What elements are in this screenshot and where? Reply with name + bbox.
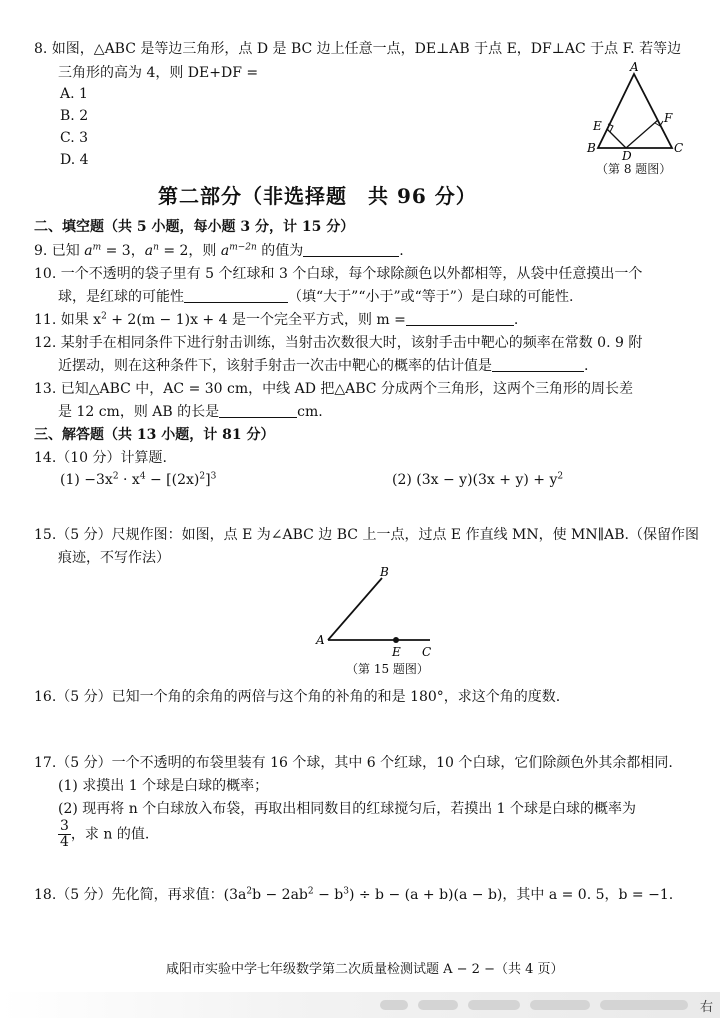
q9-var3: a — [220, 243, 230, 259]
answer-heading: 三、解答题（共 13 小题，计 81 分） — [34, 427, 275, 443]
q14-part2 — [392, 472, 563, 488]
q11-mid: + 2(m − 1)x + 4 是一个完全平方式，则 m = — [106, 312, 406, 328]
q14p1-b: · x — [118, 472, 140, 488]
q14p1-d: ] — [205, 472, 211, 488]
q14p1-e1: 2 — [112, 471, 119, 482]
q12-end: . — [584, 358, 589, 374]
q18 — [34, 884, 673, 904]
q8-option-d: D. 4 — [60, 152, 89, 168]
q8-option-b: B. 2 — [60, 108, 89, 124]
q9-post: 的值为 — [256, 243, 304, 259]
q8-line1: 8. 如图，△ABC 是等边三角形，点 D 是 BC 边上任意一点，DE⊥AB 于点 E，DF⊥AC 于点 F. 若等边 — [34, 41, 682, 57]
q12-pre: 近摆动，则在这种条件下，该射手射击一次击中靶心的概率的估计值是 — [58, 358, 492, 374]
q9-mid1: = 3， — [101, 243, 145, 259]
q18-post: ) ÷ b − (a + b)(a − b)，其中 a = 0. 5，b = −1. — [348, 887, 674, 903]
q11 — [34, 309, 518, 329]
q13-pre: 是 12 cm，则 AB 的长是 — [58, 404, 220, 420]
q9-var: a — [84, 243, 93, 259]
overlay-placeholder-1 — [380, 1000, 408, 1010]
q9-exp-m: m — [92, 242, 102, 253]
q9-end: . — [399, 243, 404, 259]
q12-line2 — [58, 355, 588, 375]
q13-line1: 13. 已知△ABC 中，AC = 30 cm，中线 AD 把△ABC 分成两个三角形，这两个三角形的周长差 — [34, 381, 633, 397]
page-footer: 咸阳市实验中学七年级数学第二次质量检测试题 A − 2 −（共 4 页） — [166, 962, 564, 977]
q17-frac-num: 3 — [60, 818, 69, 834]
q9-var2: a — [144, 243, 154, 259]
label-e: E — [593, 119, 602, 133]
q15-line2: 痕迹，不写作法） — [58, 550, 170, 566]
q18-e3: 3 — [343, 886, 349, 897]
label-b15: B — [380, 565, 389, 579]
overlay-placeholder-4 — [530, 1000, 590, 1010]
label-a: A — [630, 60, 639, 74]
ray-ab — [328, 578, 382, 640]
q10-line2 — [58, 286, 573, 306]
q14p1-c: − [(2x) — [145, 472, 200, 488]
q13-end: cm. — [297, 404, 323, 420]
q14-title: 14.（10 分）计算题. — [34, 450, 167, 466]
q8-option-c: C. 3 — [60, 130, 89, 146]
q8-line2: 三角形的高为 4，则 DE+DF = — [58, 65, 259, 81]
q13-line2 — [58, 401, 323, 421]
q8-figure-caption: （第 8 题图） — [596, 162, 672, 176]
q17-line3: (2) 现再将 n 个白球放入布袋，再取出相同数目的红球搅匀后，若摸出 1 个球是白球的概率为 — [58, 801, 637, 817]
q17-fraction — [58, 819, 71, 850]
q10-line1: 10. 一个不透明的袋子里有 5 个红球和 3 个白球，每个球除颜色以外都相等，从袋中任意摸出一个 — [34, 266, 643, 282]
q15-figure-caption: （第 15 题图） — [346, 662, 429, 676]
q14-part1 — [60, 472, 216, 488]
point-e — [393, 637, 399, 643]
q9-exp-n: n — [153, 242, 159, 253]
q14p1-e4: 3 — [210, 471, 217, 482]
q18-mid2: − b — [313, 887, 344, 903]
q14p1-e3: 2 — [199, 471, 206, 482]
q15-line1: 15.（5 分）尺规作图：如图，点 E 为∠ABC 边 BC 上一点，过点 E 作直线 MN，使 MN∥AB.（保留作图 — [34, 527, 699, 543]
q10-pre: 球，是红球的可能性 — [58, 289, 184, 305]
q15-angle-figure — [310, 564, 440, 660]
corner-text: 右 — [700, 1000, 714, 1015]
overlay-placeholder-3 — [468, 1000, 520, 1010]
label-c: C — [674, 141, 684, 155]
q13-answer-blank[interactable] — [219, 403, 297, 418]
q9-pre: 9. 已知 — [34, 243, 85, 259]
q16: 16.（5 分）已知一个角的余角的两倍与这个角的补角的和是 180°，求这个角的度数. — [34, 689, 561, 705]
q18-pre: 18.（5 分）先化简，再求值：(3a — [34, 887, 247, 903]
q17-line1: 17.（5 分）一个不透明的布袋里装有 16 个球，其中 6 个红球，10 个白球，它们除颜色外其余都相同. — [34, 755, 673, 771]
q17-line2: (1) 求摸出 1 个球是白球的概率； — [58, 778, 269, 794]
q9-mid2: = 2，则 — [158, 243, 221, 259]
label-a15: A — [316, 633, 325, 647]
q17-line4-post: ，求 n 的值. — [70, 826, 150, 843]
label-d: D — [622, 149, 632, 163]
overlay-placeholder-5 — [600, 1000, 688, 1010]
q9-answer-blank[interactable] — [303, 242, 399, 257]
q10-answer-blank[interactable] — [184, 288, 288, 303]
q10-post: （填“大于”“小于”或“等于”）是白球的可能性. — [288, 289, 574, 305]
q14p2-a: (2) (3x − y)(3x + y) + y — [392, 472, 558, 488]
q14p1-e2: 4 — [139, 471, 146, 482]
fill-heading: 二、填空题（共 5 小题，每小题 3 分，计 15 分） — [34, 219, 355, 235]
q9-exp-combined: m−2n — [229, 242, 257, 253]
part2-title: 第二部分（非选择题 共 96 分） — [158, 184, 477, 208]
q18-mid1: b − 2ab — [252, 887, 308, 903]
label-b: B — [587, 141, 596, 155]
q14p1-a: (1) −3x — [60, 472, 113, 488]
q11-exp: 2 — [101, 311, 107, 322]
label-c15: C — [422, 645, 432, 659]
q18-e2: 2 — [307, 886, 314, 897]
q14p2-e1: 2 — [557, 471, 564, 482]
q9 — [34, 240, 404, 260]
q17-frac-den: 4 — [60, 834, 69, 850]
segment-df — [626, 120, 658, 148]
q17-line4 — [58, 819, 149, 850]
label-e15: E — [392, 645, 401, 659]
overlay-placeholder-2 — [418, 1000, 458, 1010]
q11-pre: 11. 如果 x — [34, 312, 102, 328]
triangle-abc — [598, 74, 672, 148]
label-f: F — [664, 111, 673, 125]
q8-option-a: A. 1 — [60, 86, 88, 102]
q12-answer-blank[interactable] — [492, 357, 584, 372]
q12-line1: 12. 某射手在相同条件下进行射击训练，当射击次数很大时，该射手击中靶心的频率在常数 0. 9 附 — [34, 335, 643, 351]
q11-end: . — [513, 312, 519, 328]
q18-e1: 2 — [246, 886, 253, 897]
q11-answer-blank[interactable] — [406, 311, 514, 326]
